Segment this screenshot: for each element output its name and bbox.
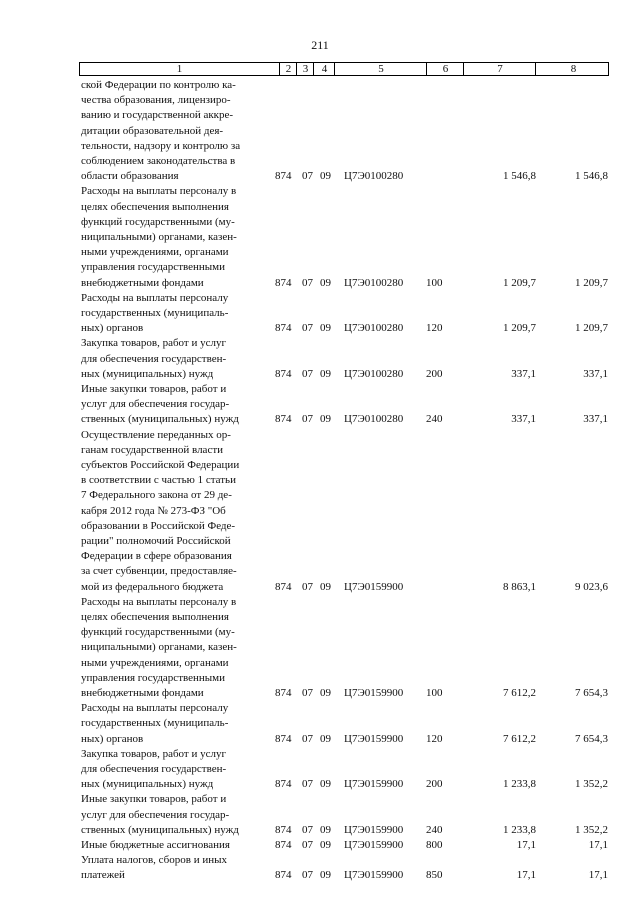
- amount-col-8: 1 546,8: [575, 170, 608, 183]
- header-col-1: 1: [176, 63, 183, 75]
- amount-col-8: 337,1: [583, 413, 608, 426]
- row-description: [81, 792, 271, 838]
- amount-col-7: 1 233,8: [503, 823, 536, 836]
- description-line: тельности, надзору и контролю за: [81, 139, 241, 152]
- description-line: Иные закупки товаров, работ и: [81, 793, 227, 806]
- section-code: 07: [302, 580, 313, 593]
- amount-col-7: 1 233,8: [503, 778, 536, 791]
- subsection-code: 09: [320, 732, 331, 745]
- expense-type-code: 120: [426, 322, 443, 335]
- amount-col-7: 17,1: [516, 838, 536, 851]
- target-article-code: Ц7Э0100280: [344, 367, 404, 380]
- subsection-code: 09: [320, 778, 331, 791]
- description-line: рации" полномочий Российской: [81, 534, 231, 547]
- expense-type-code: 800: [426, 838, 443, 851]
- description-line: области образования: [81, 170, 179, 183]
- target-article-code: Ц7Э0159900: [344, 686, 404, 699]
- description-line: ниципальными) органами, казен-: [81, 231, 237, 243]
- amount-col-8: 1 352,2: [575, 778, 608, 791]
- description-line: ниципальными) органами, казен-: [81, 641, 237, 654]
- description-line: Расходы на выплаты персоналу: [81, 291, 229, 304]
- amount-col-8: 7 654,3: [575, 732, 608, 745]
- ved-code: 874: [275, 367, 292, 380]
- description-line: целях обеспечения выполнения: [81, 610, 229, 623]
- table-header: [79, 62, 609, 76]
- row-description: [81, 78, 271, 184]
- description-line: ными учреждениями, органами: [81, 656, 229, 669]
- description-line: ской Федерации по контролю ка-: [81, 79, 236, 91]
- description-line: внебюджетными фондами: [81, 686, 204, 699]
- description-line: ванию и государственной аккре-: [81, 109, 234, 122]
- description-line: функций государственными (му-: [81, 215, 235, 228]
- table-row: [0, 792, 640, 838]
- target-article-code: Ц7Э0100280: [344, 413, 404, 426]
- description-line: для обеспечения государствен-: [81, 762, 227, 775]
- description-line: функций государственными (му-: [81, 626, 235, 639]
- header-col-8: 8: [535, 63, 611, 75]
- target-article-code: Ц7Э0159900: [344, 823, 404, 836]
- amount-col-8: 1 352,2: [575, 823, 608, 836]
- amount-col-7: 1 546,8: [503, 170, 536, 183]
- description-line: Осуществление переданных ор-: [81, 428, 231, 441]
- description-line: за счет субвенции, предоставляе-: [81, 565, 237, 578]
- table-row: [0, 428, 640, 595]
- expense-type-code: 200: [426, 778, 443, 791]
- amount-col-7: 1 209,7: [503, 276, 536, 289]
- table-row: [0, 595, 640, 701]
- expense-type-code: 100: [426, 276, 443, 289]
- amount-col-8: 17,1: [588, 838, 608, 851]
- description-line: Расходы на выплаты персоналу: [81, 702, 229, 715]
- expense-type-code: 120: [426, 732, 443, 745]
- amount-col-8: 1 209,7: [575, 276, 608, 289]
- header-col-2: 2: [279, 63, 297, 75]
- ved-code: 874: [275, 869, 292, 882]
- target-article-code: Ц7Э0100280: [344, 170, 404, 183]
- table-row: [0, 78, 640, 184]
- target-article-code: Ц7Э0159900: [344, 778, 404, 791]
- description-line: управления государственными: [81, 671, 226, 684]
- target-article-code: Ц7Э0100280: [344, 322, 404, 335]
- row-description: [81, 853, 271, 883]
- header-col-6: 6: [426, 63, 464, 75]
- description-line: услуг для обеспечения государ-: [81, 808, 230, 821]
- description-line: ственных (муниципальных) нужд: [81, 823, 239, 836]
- amount-col-7: 337,1: [511, 413, 536, 426]
- amount-col-7: 1 209,7: [503, 322, 536, 335]
- target-article-code: Ц7Э0159900: [344, 838, 404, 851]
- description-line: Иные бюджетные ассигнования: [81, 838, 230, 851]
- section-code: 07: [302, 838, 313, 851]
- ved-code: 874: [275, 276, 292, 289]
- description-line: платежей: [81, 869, 125, 882]
- expense-type-code: 200: [426, 367, 443, 380]
- page-number: 211: [311, 38, 329, 52]
- subsection-code: 09: [320, 869, 331, 882]
- description-line: целях обеспечения выполнения: [81, 200, 229, 213]
- amount-col-7: 7 612,2: [503, 686, 536, 699]
- ved-code: 874: [275, 170, 292, 183]
- table-row: [0, 291, 640, 337]
- description-line: чества образования, лицензиро-: [81, 94, 231, 107]
- description-line: Иные закупки товаров, работ и: [81, 382, 227, 395]
- section-code: 07: [302, 276, 313, 289]
- description-line: в соответствии с частью 1 статьи: [81, 474, 236, 487]
- description-line: ных) органов: [81, 732, 144, 745]
- section-code: 07: [302, 732, 313, 745]
- expense-type-code: 850: [426, 869, 443, 882]
- target-article-code: Ц7Э0100280: [344, 276, 404, 289]
- row-description: [81, 838, 271, 853]
- row-description: [81, 382, 271, 428]
- description-line: дитации образовательной дея-: [81, 124, 224, 137]
- description-line: услуг для обеспечения государ-: [81, 398, 230, 411]
- subsection-code: 09: [320, 823, 331, 836]
- description-line: субъектов Российской Федерации: [81, 458, 240, 471]
- ved-code: 874: [275, 580, 292, 593]
- description-line: ственных (муниципальных) нужд: [81, 413, 239, 426]
- subsection-code: 09: [320, 367, 331, 380]
- amount-col-8: 9 023,6: [575, 580, 608, 593]
- header-col-5: 5: [334, 63, 427, 75]
- description-line: управления государственными: [81, 261, 226, 274]
- row-description: [81, 336, 271, 382]
- row-description: [81, 595, 271, 701]
- amount-col-8: 1 209,7: [575, 322, 608, 335]
- table-row: [0, 701, 640, 747]
- subsection-code: 09: [320, 413, 331, 426]
- section-code: 07: [302, 823, 313, 836]
- description-line: Расходы на выплаты персоналу в: [81, 595, 237, 608]
- table-body: [0, 78, 640, 884]
- expense-type-code: 100: [426, 686, 443, 699]
- subsection-code: 09: [320, 580, 331, 593]
- expense-type-code: 240: [426, 823, 443, 836]
- section-code: 07: [302, 170, 313, 183]
- subsection-code: 09: [320, 838, 331, 851]
- row-description: [81, 747, 271, 793]
- description-line: Закупка товаров, работ и услуг: [81, 747, 226, 760]
- row-description: [81, 291, 271, 337]
- description-line: образовании в Российской Феде-: [81, 519, 236, 532]
- section-code: 07: [302, 686, 313, 699]
- header-col-7: 7: [463, 63, 536, 75]
- expense-type-code: 240: [426, 413, 443, 426]
- section-code: 07: [302, 322, 313, 335]
- amount-col-7: 337,1: [511, 367, 536, 380]
- table-row: [0, 184, 640, 290]
- description-line: ганам государственной власти: [81, 443, 224, 456]
- subsection-code: 09: [320, 276, 331, 289]
- target-article-code: Ц7Э0159900: [344, 732, 404, 745]
- description-line: Уплата налогов, сборов и иных: [81, 854, 228, 867]
- amount-col-8: 337,1: [583, 367, 608, 380]
- description-line: ных (муниципальных) нужд: [81, 367, 214, 380]
- amount-col-7: 17,1: [516, 869, 536, 882]
- description-line: государственных (муниципаль-: [81, 306, 229, 319]
- description-line: внебюджетными фондами: [81, 276, 204, 289]
- ved-code: 874: [275, 823, 292, 836]
- subsection-code: 09: [320, 686, 331, 699]
- ved-code: 874: [275, 732, 292, 745]
- description-line: Федерации в сфере образования: [81, 550, 232, 563]
- target-article-code: Ц7Э0159900: [344, 580, 404, 593]
- table-row: [0, 853, 640, 883]
- ved-code: 874: [275, 778, 292, 791]
- table-row: [0, 382, 640, 428]
- description-line: ных (муниципальных) нужд: [81, 778, 214, 791]
- description-line: ных) органов: [81, 322, 144, 335]
- description-line: Расходы на выплаты персоналу в: [81, 185, 237, 198]
- section-code: 07: [302, 869, 313, 882]
- table-row: [0, 336, 640, 382]
- amount-col-7: 7 612,2: [503, 732, 536, 745]
- row-description: [81, 701, 271, 747]
- row-description: [81, 184, 271, 290]
- description-line: государственных (муниципаль-: [81, 717, 229, 730]
- header-col-4: 4: [313, 63, 335, 75]
- ved-code: 874: [275, 322, 292, 335]
- section-code: 07: [302, 778, 313, 791]
- table-row: [0, 747, 640, 793]
- table-row: [0, 838, 640, 853]
- ved-code: 874: [275, 686, 292, 699]
- section-code: 07: [302, 413, 313, 426]
- row-description: [81, 428, 271, 595]
- subsection-code: 09: [320, 170, 331, 183]
- section-code: 07: [302, 367, 313, 380]
- header-col-3: 3: [296, 63, 314, 75]
- description-line: кабря 2012 года № 273-ФЗ "Об: [81, 504, 226, 517]
- amount-col-7: 8 863,1: [503, 580, 536, 593]
- description-line: соблюдением законодательства в: [81, 155, 236, 168]
- target-article-code: Ц7Э0159900: [344, 869, 404, 882]
- description-line: 7 Федерального закона от 29 де-: [81, 489, 232, 502]
- ved-code: 874: [275, 413, 292, 426]
- ved-code: 874: [275, 838, 292, 851]
- description-line: для обеспечения государствен-: [81, 352, 227, 365]
- description-line: мой из федерального бюджета: [81, 580, 224, 593]
- description-line: Закупка товаров, работ и услуг: [81, 337, 226, 350]
- amount-col-8: 7 654,3: [575, 686, 608, 699]
- description-line: ными учреждениями, органами: [81, 246, 229, 259]
- amount-col-8: 17,1: [588, 869, 608, 882]
- subsection-code: 09: [320, 322, 331, 335]
